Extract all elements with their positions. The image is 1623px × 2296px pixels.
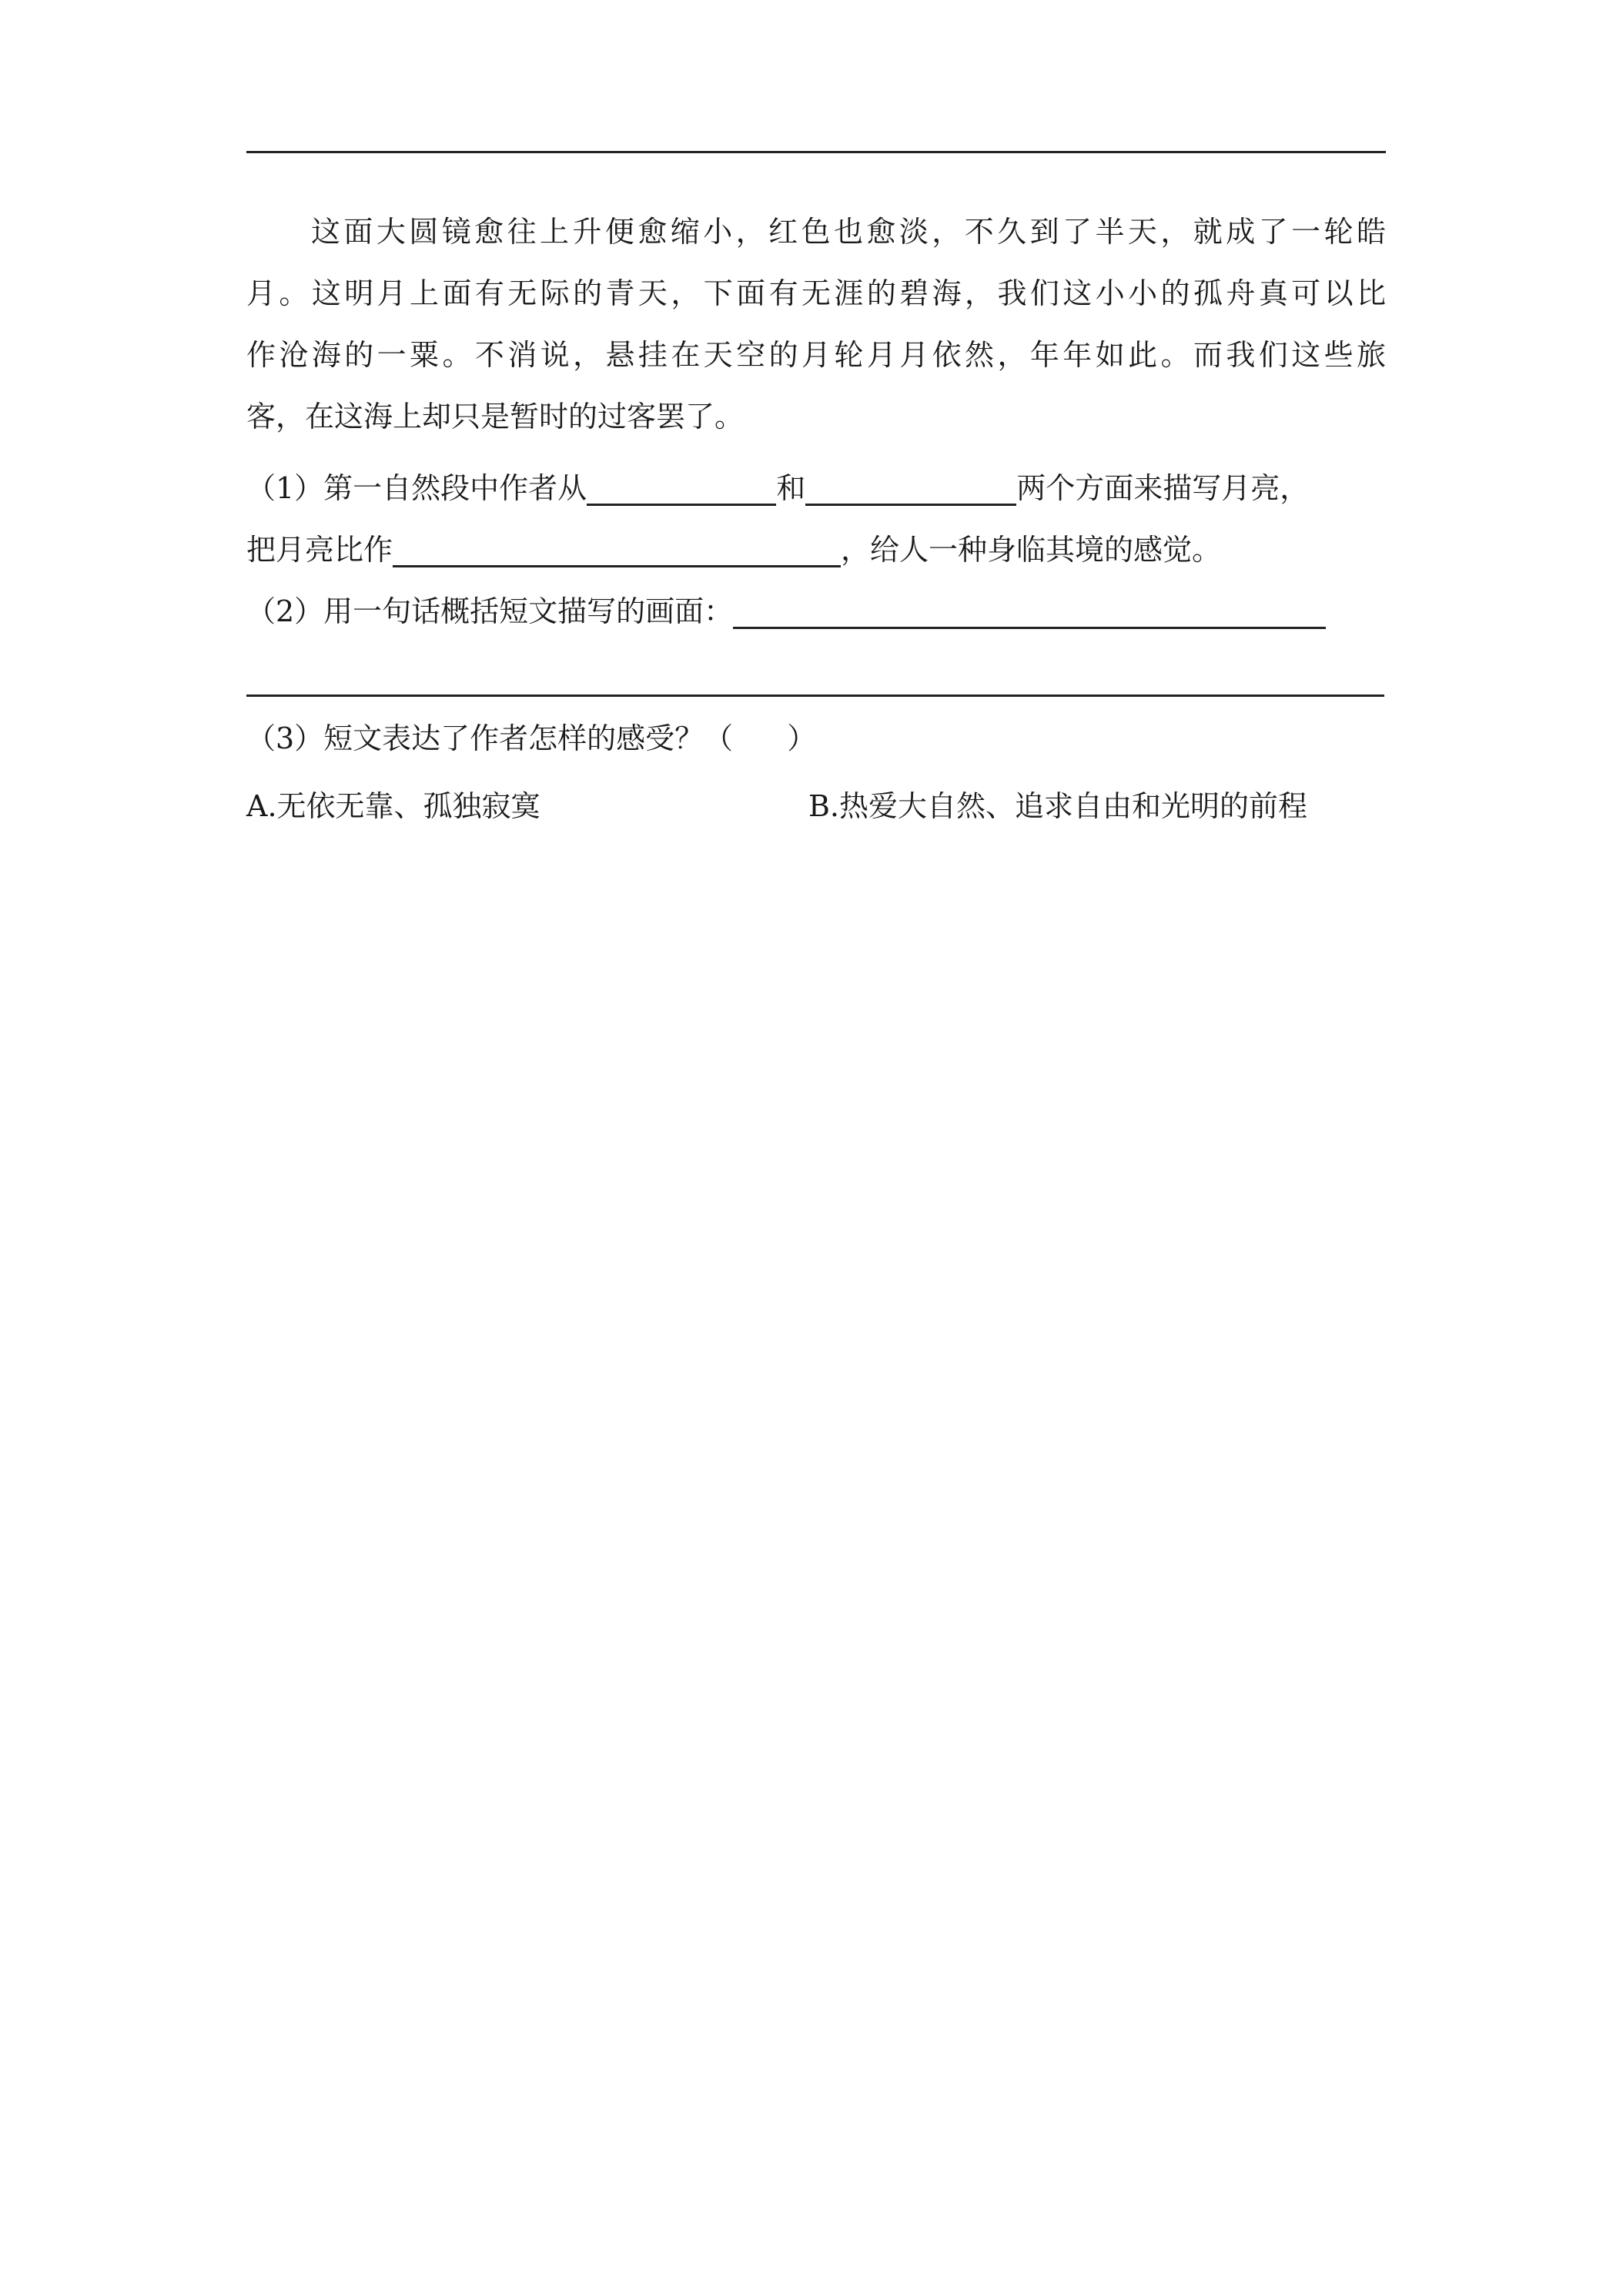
answer-blank-2[interactable] — [805, 473, 1016, 506]
question-1-and: 和 — [776, 471, 806, 505]
question-1-line-2 — [246, 534, 1221, 567]
answer-blank-4[interactable] — [733, 596, 1326, 629]
passage-line-1: 这面大圆镜愈往上升便愈缩小，红色也愈淡，不久到了半天，就成了一轮皓 — [311, 215, 1386, 249]
option-b: B.热爱大自然、追求自由和光明的前程 — [808, 789, 1308, 823]
question-3-prompt: （3）短文表达了作者怎样的感受？（ — [246, 721, 734, 755]
answer-blank-1[interactable] — [587, 473, 776, 506]
answer-line-5[interactable] — [246, 694, 1384, 697]
question-1-prompt: （1）第一自然段中作者从 — [246, 471, 587, 505]
question-1-compare-prompt: 把月亮比作 — [246, 533, 393, 567]
question-3-line — [246, 721, 817, 755]
question-2-line — [246, 596, 1326, 629]
header-rule — [246, 151, 1386, 153]
answer-blank-3[interactable] — [393, 534, 841, 567]
passage-line-4: 客，在这海上却只是暂时的过客罢了。 — [246, 400, 745, 433]
passage-line-2: 月。这明月上面有无际的青天，下面有无涯的碧海，我们这小小的孤舟真可以比 — [246, 276, 1386, 310]
question-1-line-1 — [246, 473, 1309, 506]
question-1-compare-tail: ，给人一种身临其境的感觉。 — [841, 533, 1222, 567]
option-a: A.无依无靠、孤独寂寞 — [246, 789, 540, 823]
question-3-close-paren: ） — [787, 721, 817, 755]
passage-line-3: 作沧海的一粟。不消说，悬挂在天空的月轮月月依然，年年如此。而我们这些旅 — [246, 338, 1386, 372]
question-2-prompt: （2）用一句话概括短文描写的画面： — [246, 594, 734, 628]
question-1-tail: 两个方面来描写月亮， — [1016, 471, 1310, 505]
